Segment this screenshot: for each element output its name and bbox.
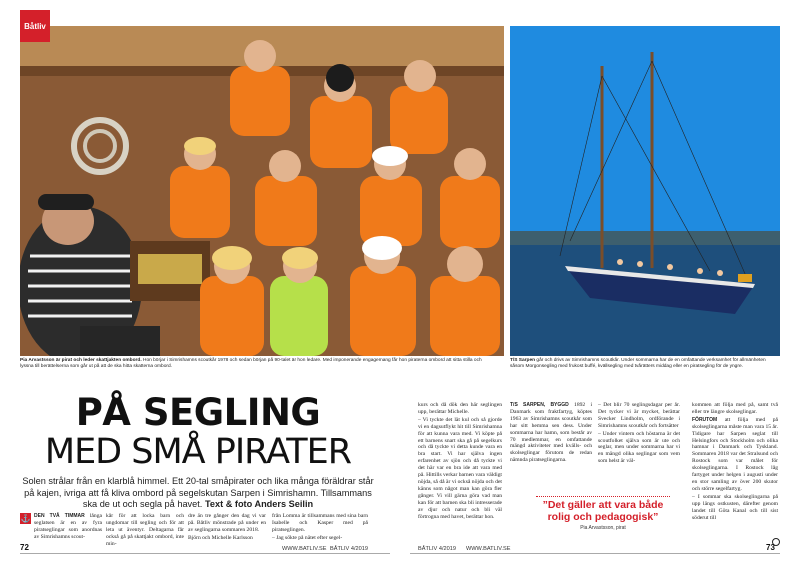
headline-subtitle: MED SMÅ PIRATER <box>44 432 352 472</box>
lead-text: Solen strålar från en klarblå himmel. Ett 20-tal småpirater och lika många föräldrar står på kajen, ivriga att få kliva ombord på segelskutan Sarpen i Simrishamn. Tillsammans ska de ut och segla på havet. <box>22 476 374 509</box>
caption-lead: T/S Sarpen <box>510 358 536 363</box>
byline: Text & foto Anders Seilin <box>204 499 314 509</box>
body-column-5 <box>692 402 778 522</box>
column-text: att följa med på skolseglingarna måste man vara 15 år. Tidigare har Sarpen seglat till Helsingfors och Stockholm och olika hamnar i Danmark och Tyskland. Sommaren 2018 var det Stralsund och Rostock som var målet för skolseglingarna. I Rostock låg fartyget under helgen i augusti under en stor samling av över 200 skutor och större segelfartyg. <box>692 416 778 492</box>
column-lead: T/S SARPEN, BYGGD <box>510 402 569 408</box>
column-text: – Det blir 70 seglingsdagar per år. Det tycker vi är mycket, berättar Svecker Lindholm, ordförande i Simrishamns scoutkår och fortsätter <box>598 402 680 429</box>
column-text: – Vi tyckte det lät kul och så gjorde vi en dagsutflykt hit till Simrishamna för att kunna vara med. Vi köpte på ett barnens snart ska gå på segelkurs och då tyckte vi detta kunde vara en bra start. Vi har själva ingen erfarenhet av sjön och då tyckte vi det här var en bra ide att vara med på. Hittills verkar barnen vara väldigt nöjda, så då är vi också nöjda och det känns som något man kan göra fler gånger. Vi vill gärna göra vad man kan för att barnen ska bli intresserade av djur och natur och bli väl förtrogna med havet, berättar hon. <box>418 416 502 520</box>
article-headline <box>20 391 376 472</box>
body-column-2 <box>418 402 502 521</box>
column-text: 1892 i Danmark som fraktfartyg, köptes 1963 av Simrishamns scoutkår som har sitt hemma sen dess. Under sommarna har hamn, som består av 70 medlemmar, en omfattande mängd aktiviteter med kvälls- och skolseglingar förutom de redan nämnda piratseglingarna. <box>510 402 593 464</box>
body-column-3 <box>510 402 592 464</box>
column-text: Björn och Michelle Karlsson <box>188 534 253 541</box>
column-text: kurs och då dök den här seglingen upp, berättar Michelle. <box>418 402 502 415</box>
body-column-4 <box>598 402 680 466</box>
column-text: – Under vintern och höstarna är det scoutfolket själva som är ute och seglar, men under sommarna har vi en mängd olika seglingar som vem som helst är väl- <box>598 430 680 465</box>
pull-quote-attribution: Pia Arvastsson, pirat <box>580 525 626 531</box>
caption-lead: Pia Arvastsson är pirat och leder skattjakten ombord. <box>20 358 142 363</box>
body-column-1a <box>34 513 102 541</box>
footer-rule-right <box>410 553 780 554</box>
article-lead <box>20 476 376 511</box>
column-text: – Jag sökte på nätet efter segel- <box>272 534 343 541</box>
column-text: dre än tre gånger den dag vi var på. Båtliv mönstrade på under en av seglingarna sommaren 2018. <box>188 513 266 533</box>
column-lead: FÖRUTOM <box>692 416 718 423</box>
photo-caption-left <box>20 358 495 370</box>
footer-issue-right: BÅTLIV 4/2019 <box>418 546 456 552</box>
body-column-1b <box>106 513 184 548</box>
photo-ship-sarpen <box>510 26 780 356</box>
caption-text: går och drivs av Simrishamns scoutkår. Under sommarna har de en omfattande verksamhet för allmänheten såsom Morgonsegling med frukost buffé, kvällsegling med tvårätters middag eller en piratsegling för de yngre. <box>510 358 766 369</box>
pull-quote-text: ”Det gäller att vara både rolig och pedagogisk” <box>542 499 664 523</box>
caption-text: Hon börjar i Simrishamns scoutkår 1978 och sedan början på 90-talet är hon ledare. Med imponerande engagemang får hon piraterna ombord att sitta stilla och lyssna till berättelserna som går ut på att de ska hitta skatterna ombord. <box>20 358 482 369</box>
body-column-1d <box>272 513 368 543</box>
column-lead: DEN TVÅ TIMMAR <box>34 513 85 519</box>
photo-caption-right <box>510 358 778 370</box>
section-tag: Båtliv <box>20 10 50 42</box>
footer-rule-left <box>20 553 390 554</box>
column-text: kommen att följa med på, samt två eller tre längre skolseglingar. <box>692 402 778 415</box>
pull-quote <box>536 496 670 531</box>
page-number-right: 73 <box>766 543 775 552</box>
column-text: kår för att locka barn och ungdomar till segling och för att leta ut äventyr. Deltagarna får också gå på skattjakt ombord, inte min- <box>106 513 184 547</box>
page-number-left: 72 <box>20 543 29 552</box>
anchor-icon: ⚓ <box>20 514 31 523</box>
photo-children-on-deck <box>20 26 504 356</box>
footer-site-right: WWW.BATLIV.SE <box>466 546 511 552</box>
headline-title: PÅ SEGLING <box>75 391 321 434</box>
column-text: från Lomma är tillsammans med sina barn Isabelle och Kasper med på piratseglingen. <box>272 513 368 533</box>
body-column-1c <box>188 513 266 543</box>
footer-issue-left: BÅTLIV 4/2019 <box>330 546 368 552</box>
column-text: – I sommar ska skolseglingarna på upp längs ostkusten, därefter genom landet till Göta Kanal och till sist söderut till <box>692 493 778 521</box>
column-text <box>692 417 778 493</box>
footer-site-left: WWW.BATLIV.SE <box>282 546 327 552</box>
column-text: långa seglatsen är en av fyra piratseglingar som anordnas av Simrishamns scout- <box>34 513 102 540</box>
